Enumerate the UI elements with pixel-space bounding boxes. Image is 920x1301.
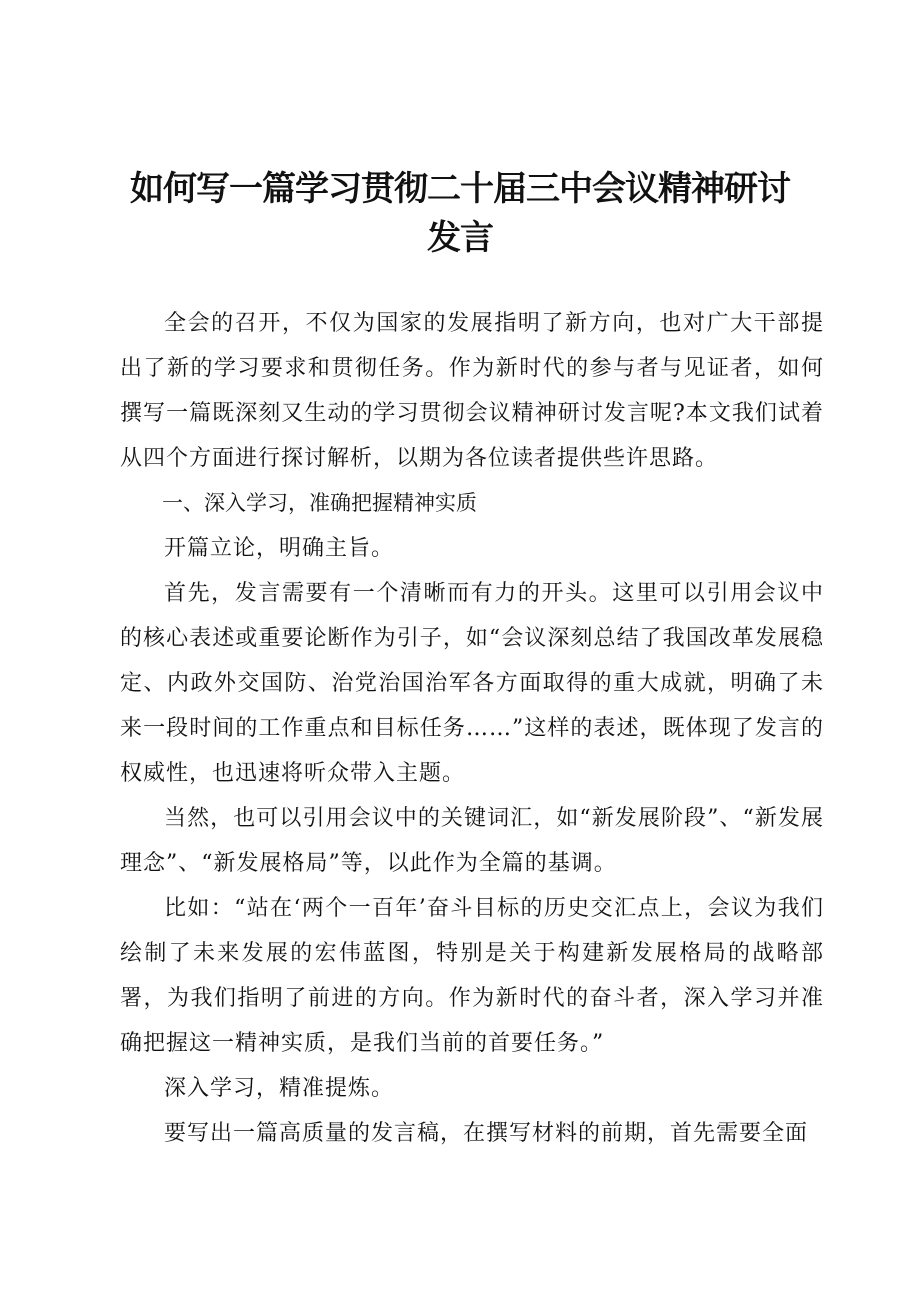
section-1-heading: 一、深入学习，准确把握精神实质 <box>162 491 477 515</box>
subheading-deep-study: 深入学习，精准提炼。 <box>164 1076 395 1101</box>
document-title-line-2: 发言 <box>427 218 493 258</box>
document-title-line-1: 如何写一篇学习贯彻二十届三中会议精神研讨 <box>130 169 790 209</box>
document-body <box>120 301 824 1156</box>
paragraph-writing: 要写出一篇高质量的发言稿，在撰写材料的前期，首先需要全面 <box>164 1121 809 1146</box>
paragraph-keywords: 当然，也可以引用会议中的关键词汇，如“新发展阶段”、“新发展理念”、“新发展格局”等，以此作为全篇的基调。 <box>120 806 824 876</box>
paragraph-first: 首先，发言需要有一个清晰而有力的开头。这里可以引用会议中的核心表述或重要论断作为引子，如“会议深刻总结了我国改革发展稳定、内政外交国防、治党治国治军各方面取得的重大成就，明确了未来一段时间的工作重点和目标任务……”这样的表述，既体现了发言的权威性，也迅速将听众带入主题。 <box>120 581 824 786</box>
intro-paragraph: 全会的召开，不仅为国家的发展指明了新方向，也对广大干部提出了新的学习要求和贯彻任务。作为新时代的参与者与见证者，如何撰写一篇既深刻又生动的学习贯彻会议精神研讨发言呢?本文我们试着从四个方面进行探讨解析，以期为各位读者提供些许思路。 <box>120 311 824 471</box>
paragraph-example: 比如：“站在‘两个一百年’奋斗目标的历史交汇点上，会议为我们绘制了未来发展的宏伟蓝图，特别是关于构建新发展格局的战略部署，为我们指明了前进的方向。作为新时代的奋斗者，深入学习并准确把握这一精神实质，是我们当前的首要任务。” <box>120 896 824 1056</box>
subheading-opening: 开篇立论，明确主旨。 <box>164 536 395 561</box>
